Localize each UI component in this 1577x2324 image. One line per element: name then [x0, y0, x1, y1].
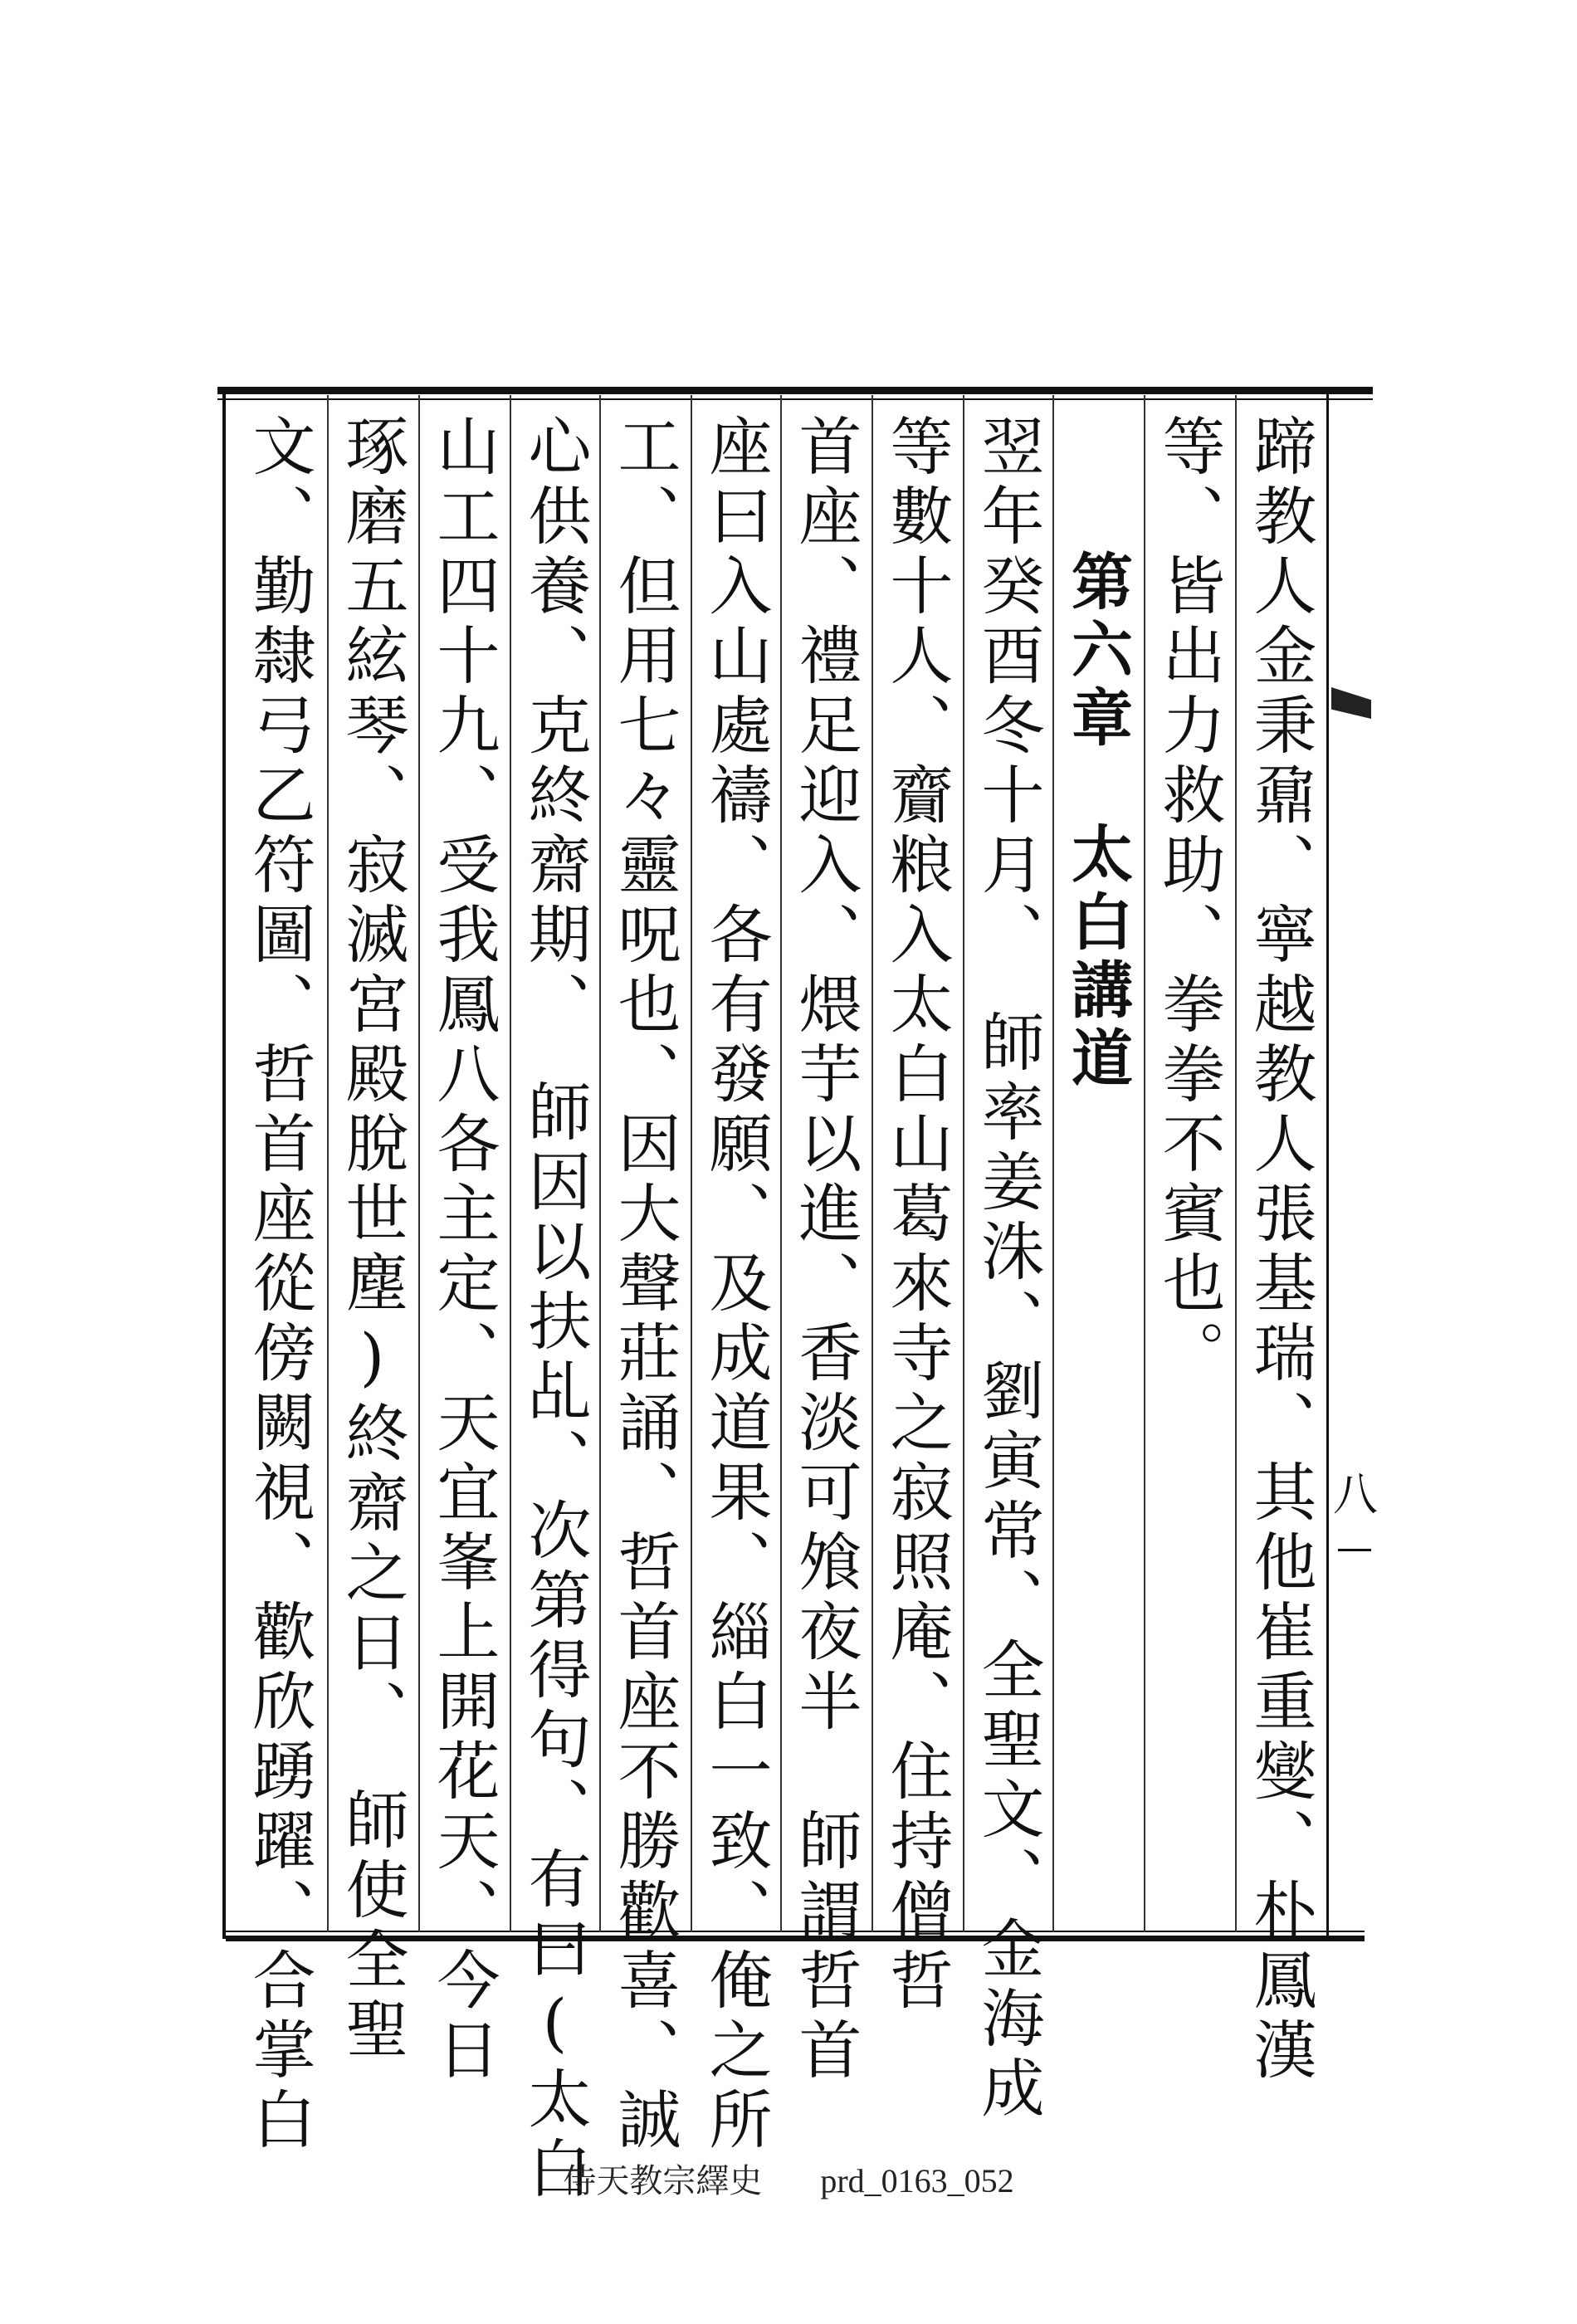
frame-top-inner-rule	[217, 398, 1373, 400]
text-column-11: 琢磨五絃琴、寂滅宮殿脫世塵)終齋之日、 師使全聖	[335, 413, 409, 2066]
column-divider	[418, 395, 420, 1932]
text-column-8: 工、但用七々靈呪也、因大聲莊誦、哲首座不勝歡喜、誠	[608, 413, 681, 2156]
footer-code: prd_0163_052	[820, 2162, 1014, 2200]
frame-top-rule	[217, 387, 1373, 394]
footer-title: 侍天教宗繹史	[563, 2162, 763, 2200]
text-column-4: 翌年癸酉冬十月、 師率姜洙、劉寅常、全聖文、金海成	[971, 413, 1045, 2125]
frame-left-rule	[222, 392, 226, 1939]
column-divider	[1235, 395, 1237, 1932]
column-divider	[780, 395, 782, 1932]
frame-right-rule	[1326, 392, 1329, 1939]
column-divider	[872, 395, 873, 1932]
column-divider	[1052, 395, 1054, 1932]
fold-rule	[1338, 1549, 1371, 1551]
fold-page-number: 八	[1333, 1468, 1378, 1521]
text-column-7: 座曰入山處禱、各有發願、及成道果、緇白一致、俺之所	[699, 413, 773, 2156]
text-column-6: 首座、禮足迎入、煨芋以進、香淡可飧夜半 師謂哲首	[788, 413, 862, 2087]
text-column-10: 山工四十九、受我鳳八各主定、天宜峯上開花天、今日	[427, 413, 500, 2087]
text-column-9: 心供養、克終齋期、 師因以扶乩、次第得句、有曰(太白	[518, 413, 592, 2205]
text-column-2: 等、皆出力救助、拳拳不賓也。	[1152, 413, 1226, 1389]
column-divider	[510, 395, 511, 1932]
column-divider	[963, 395, 964, 1932]
text-column-12: 文、勤隸弓乙符圖、哲首座從傍闕視、歡欣踴躍、合掌白	[242, 413, 316, 2156]
column-divider	[327, 395, 329, 1932]
page-footer	[0, 2155, 1577, 2202]
text-column-5: 等數十人、齎粮入太白山葛來寺之寂照庵、住持僧哲	[880, 413, 954, 2017]
fold-fishtail-mark	[1331, 687, 1371, 719]
column-divider	[1144, 395, 1145, 1932]
column-divider	[599, 395, 601, 1932]
chapter-heading: 第六章 太白講道	[1062, 413, 1133, 1094]
column-divider	[691, 395, 692, 1932]
text-column-1: 蹄教人金秉鼐、寧越教人張基瑞、其他崔重燮、朴鳳漢	[1243, 413, 1317, 2087]
